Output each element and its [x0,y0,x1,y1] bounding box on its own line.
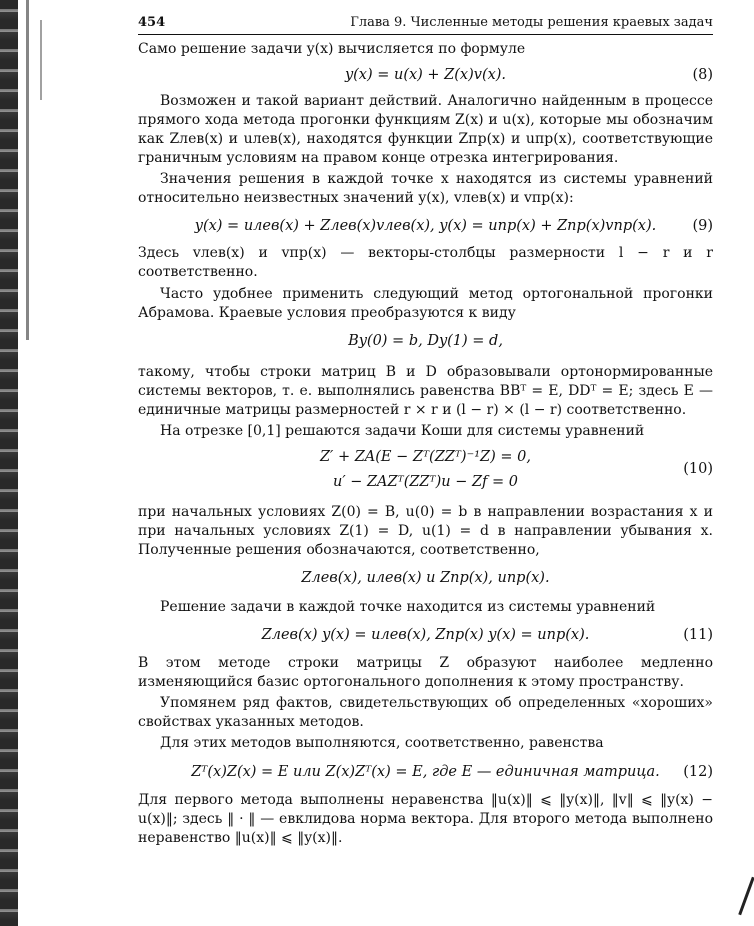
paragraph: Возможен и такой вариант действий. Аналогично найденным в процессе прямого хода метода прогонки функциям Z(x) и u(x), которые мы обозначим как Zлев(x) и uлев(x), находятся функции Zпр(x) и uпр(x), соответствующие граничным условиям на правом конце отрезка интегрирования. [138,93,713,166]
equation-formula: Zлев(x), uлев(x) и Zпр(x), uпр(x). [301,570,550,586]
book-page [138,12,713,848]
equation-number: (9) [692,218,713,234]
equation-line: Z′ + ZA(E − Zᵀ(ZZᵀ)⁻¹Z) = 0, [319,449,531,465]
equation-12 [138,762,713,782]
equation-9 [138,216,713,236]
equation-8 [138,65,713,85]
paragraph: такому, чтобы строки матриц B и D образовывали ортонормированные системы векторов, т. е. выполнялись равенства BBᵀ = E, DDᵀ = E; здесь E — единичные матрицы размерностей r × r и (l − r) × (l − r) соответственно. [138,364,713,418]
scan-dark-edge [0,0,18,926]
equation-number: (11) [683,627,713,643]
scan-edge-line [40,20,42,100]
paragraph: при начальных условиях Z(0) = B, u(0) = b в направлении возрастания x и при начальных условиях Z(1) = D, u(1) = d в направлении убывания x. Полученные решения обозначаются, соответственно, [138,504,713,558]
scan-corner-mark [738,877,754,916]
equation-formula: Zᵀ(x)Z(x) = E или Z(x)Zᵀ(x) = E, где E — единичная матрица. [191,764,660,780]
equation-line: u′ − ZAZᵀ(ZZᵀ)u − Zf = 0 [332,474,518,490]
paragraph: Здесь vлев(x) и vпр(x) — векторы-столбцы размерности l − r и r соответственно. [138,245,713,280]
paragraph: Само решение задачи y(x) вычисляется по формуле [138,41,526,57]
page-number: 454 [138,15,166,30]
chapter-title: Глава 9. Численные методы решения краевых задач [350,15,713,30]
equation-formula: By(0) = b, Dy(1) = d, [348,333,503,349]
equation-formula: y(x) = u(x) + Z(x)v(x). [344,67,507,83]
paragraph: Для этих методов выполняются, соответственно, равенства [160,735,604,751]
paragraph: Значения решения в каждой точке x находятся из системы уравнений относительно неизвестных значений y(x), vлев(x) и vпр(x): [138,171,713,206]
paragraph: На отрезке [0,1] решаются задачи Коши для системы уравнений [160,423,645,439]
equation-number: (12) [683,764,713,780]
paragraph: Упомянем ряд фактов, свидетельствующих об определенных «хороших» свойствах указанных методов. [138,695,713,730]
equation-formula: y(x) = uлев(x) + Zлев(x)vлев(x), y(x) = uпр(x) + Zпр(x)vпр(x). [194,218,657,234]
equation-number: (10) [683,461,713,477]
running-header [138,12,713,35]
equation-10 [138,447,713,495]
paragraph: В этом методе строки матрицы Z образуют наиболее медленно изменяющийся базис ортогонального дополнения к этому пространству. [138,655,713,690]
equation-boundary-conditions [138,331,713,351]
scan-edge-line [26,0,29,340]
paragraph: Решение задачи в каждой точке находится из системы уравнений [160,599,656,615]
equation-solutions [138,568,713,588]
paragraph: Для первого метода выполнены неравенства ‖u(x)‖ ⩽ ‖y(x)‖, ‖v‖ ⩽ ‖y(x) − u(x)‖; здесь ‖ · ‖ — евклидова норма вектора. Для второго метода выполнено неравенство ‖u(x)‖ ⩽ ‖y(x)‖. [138,792,713,846]
equation-formula: Zлев(x) y(x) = uлев(x), Zпр(x) y(x) = uпр(x). [261,627,590,643]
equation-11 [138,625,713,645]
paragraph: Часто удобнее применить следующий метод ортогональной прогонки Абрамова. Краевые условия преобразуются к виду [138,286,713,321]
equation-number: (8) [692,67,713,83]
